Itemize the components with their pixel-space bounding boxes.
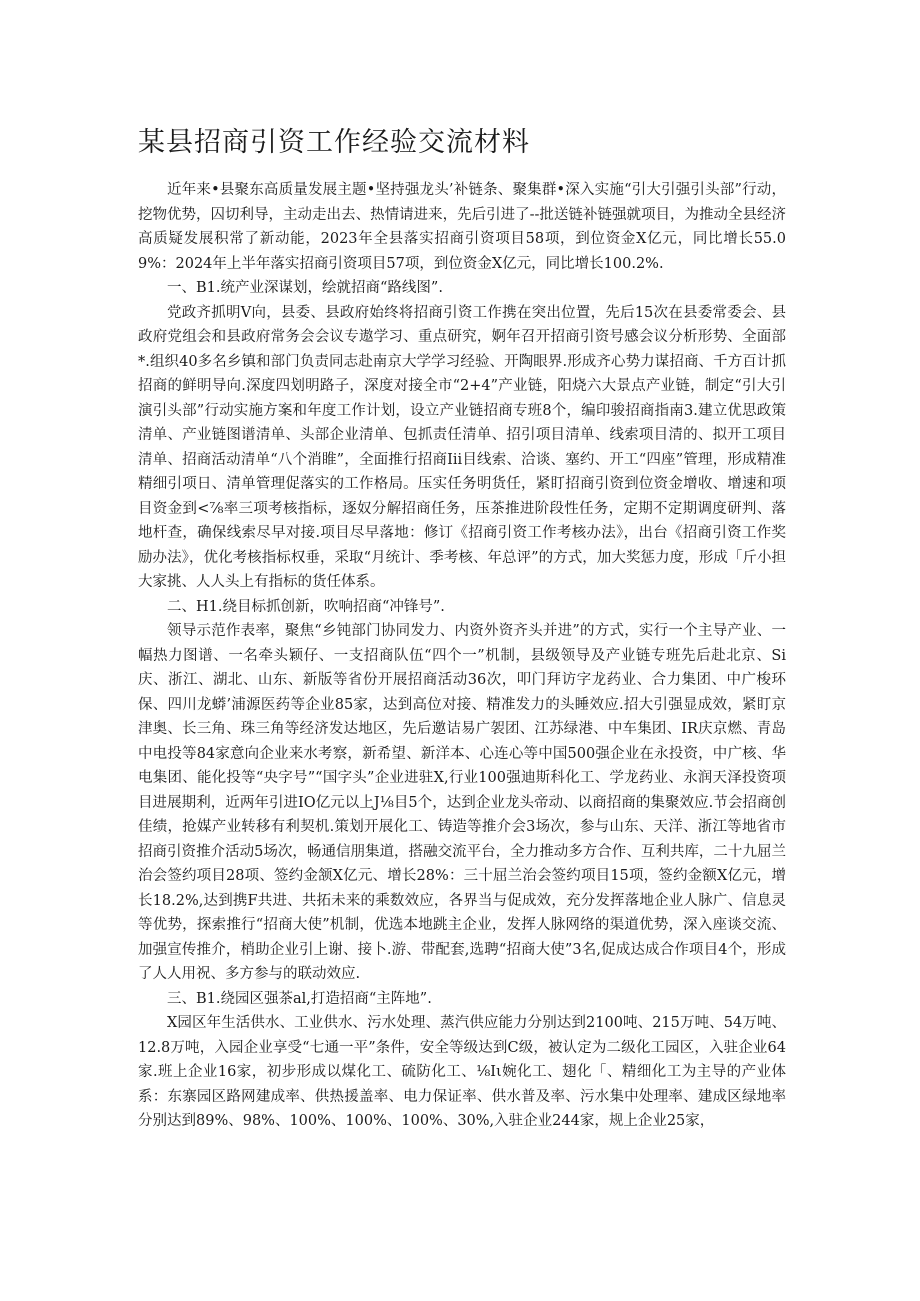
section-1-paragraph: 党政齐抓明V向，县委、县政府始终将招商引资工作携在突出位置，先后15次在县委常委会、县政府党组会和县政府常务会会议专遨学习、重点研究，婀年召开招商引资号感会议分析形势、全面部*.组织40多名乡镇和部门负责同志赴南京大学学习经验、开陶眼界.形成齐心势力谋招商、千方百计抓招商的鲜明导向.深度四划明路子，深度对接全市“2+4”产业链，阳烧六大景点产业链，制定“引大引演引头部”行动实施方案和年度工作计划，设立产业链招商专班8个，编印骏招商指南3.建立优思政策清单、产业链图谱清单、头部企业清单、包抓责任清单、招引项目清单、线索项目清的、拟开工项目清单、招商活动清单“八个消睢”，全面推行招商Iii目线索、洽谈、塞约、开工“四座”管理，形成精准精细引项日、清单管理促落实的工作格局。压实任务明货任，紧盯招商引资到位资金增收、增速和项目资金到<⅞率三项考核指标，逐奴分解招商任务，压茶推进阶段性任务，定期不定期调度研判、落地杆查，确保线索尽早对接.项目尽早落地：修订《招商引资工作考核办法》，出台《招商引资工作奖励办法》，优化考核指标权垂，采取“月统计、季考核、年总评”的方式，加大奖惩力度，形成「斤小担大家挑、人人头上有指标的货任体系。 [138, 304, 786, 590]
document-body [138, 178, 786, 1134]
section-2-paragraph: 领导示范作表率，聚焦“乡钝部门协同发力、内资外资齐头并进”的方式，实行一个主导产业、一幅热力图谱、一名牵头颖仔、一支招商队伍“四个一”机制，县级领导及产业链专班先后赴北京、Si庆、浙江、湖北、山东、新版等省份开展招商活动36次，叩门拜访字龙药业、合力集团、中广梭环保、四川龙蟒’浦源医药等企业85家，达到高位对接、精准发力的头睡效应.招大引强显成效，紧盯京津奥、长三角、珠三角等经济发达地区，先后邀诘易广袈团、江苏绿港、中车集团、IR庆京燃、青岛中电投等84家意向企业来水考察，新希望、新洋本、心连心等中国500强企业在永投资，中广核、华电集团、能化投等“央字号”“国字头”企业进驻X,行业100强迪斯科化工、学龙药业、永润天泽投资项目进展期利，近两年引进IO亿元以上J⅛目5个，达到企业龙头帝动、以商招商的集聚效应.节会招商创佳绩，抢媒产业转移有利契机.策划开展化工、铸造等推介会3场次，参与山东、天洋、浙江等地省市招商引资推介活动5场次，畅通信朋集道，搭融交流平台，全力推动多方合作、互利共库，二十九屈兰治会签约项目28项、签约金颔X亿元、增长28%：三十屈兰治会签约项目15项，签约金额X亿元，增长18.2%,达到携F共进、共拓未来的乘数效应，各界当与促成效，充分发挥落地企业人脉广、信息灵等优势，探索推行“招商大使”机制，优选本地跳主企业，发挥人脉网络的渠道优势，深入座谈交流、加强宣传推介，梢助企业引上谢、接卜.游、带配套,选聘“招商大使”3名,促成达成合作项目4个，形成了人人用祝、多方参与的联动效应. [138, 623, 786, 982]
section-3-paragraph: X园区年生活供水、工业供水、污水处理、蒸汽供应能力分别达到2100吨、215万吨、54万吨、12.8万吨，入园企业享受“七通一平”条件，安全等级达到C级，被认定为二级化工园区，入驻企业64家.班上企业16家，初步形成以煤化工、硫防化工、⅛Iι婉化工、翅化「、精细化工为主导的产业体系：东寨园区路网建成率、供热援盖率、电力保证率、供水普及率、污水集中处理率、建成区绿地率分别达到89%、98%、100%、100%、100%、30%,入驻企业244家，规上企业25家， [138, 1015, 786, 1129]
section-heading-1: 一、B1.统产业深谋划，绘就招商“路线图”. [167, 280, 443, 296]
section-heading-3: 三、B1.绕园区强茶al,打造招商“主阵地”. [167, 990, 432, 1007]
intro-paragraph: 近年来•县聚东高质量发展主题•坚持强龙头’补链条、聚集群•深入实施“引大引强引头部”行动，挖物优势，囚切利导，主动走出去、热情请进来，先后引进了--批送链补链强就项目，为推动全县经济高质疑发展积常了新动能，2023年全县落实招商引资项目58项，到位资金X亿元，同比增长55.09%：2024年上半年落实招商引资项目57项，到位资金X亿元，同比增长100.2%. [138, 182, 786, 272]
document-title: 某县招商引资工作经验交流材料 [138, 127, 530, 158]
section-heading-2: 二、H1.绕目标抓创新，吹响招商“冲锋号”. [167, 598, 445, 615]
